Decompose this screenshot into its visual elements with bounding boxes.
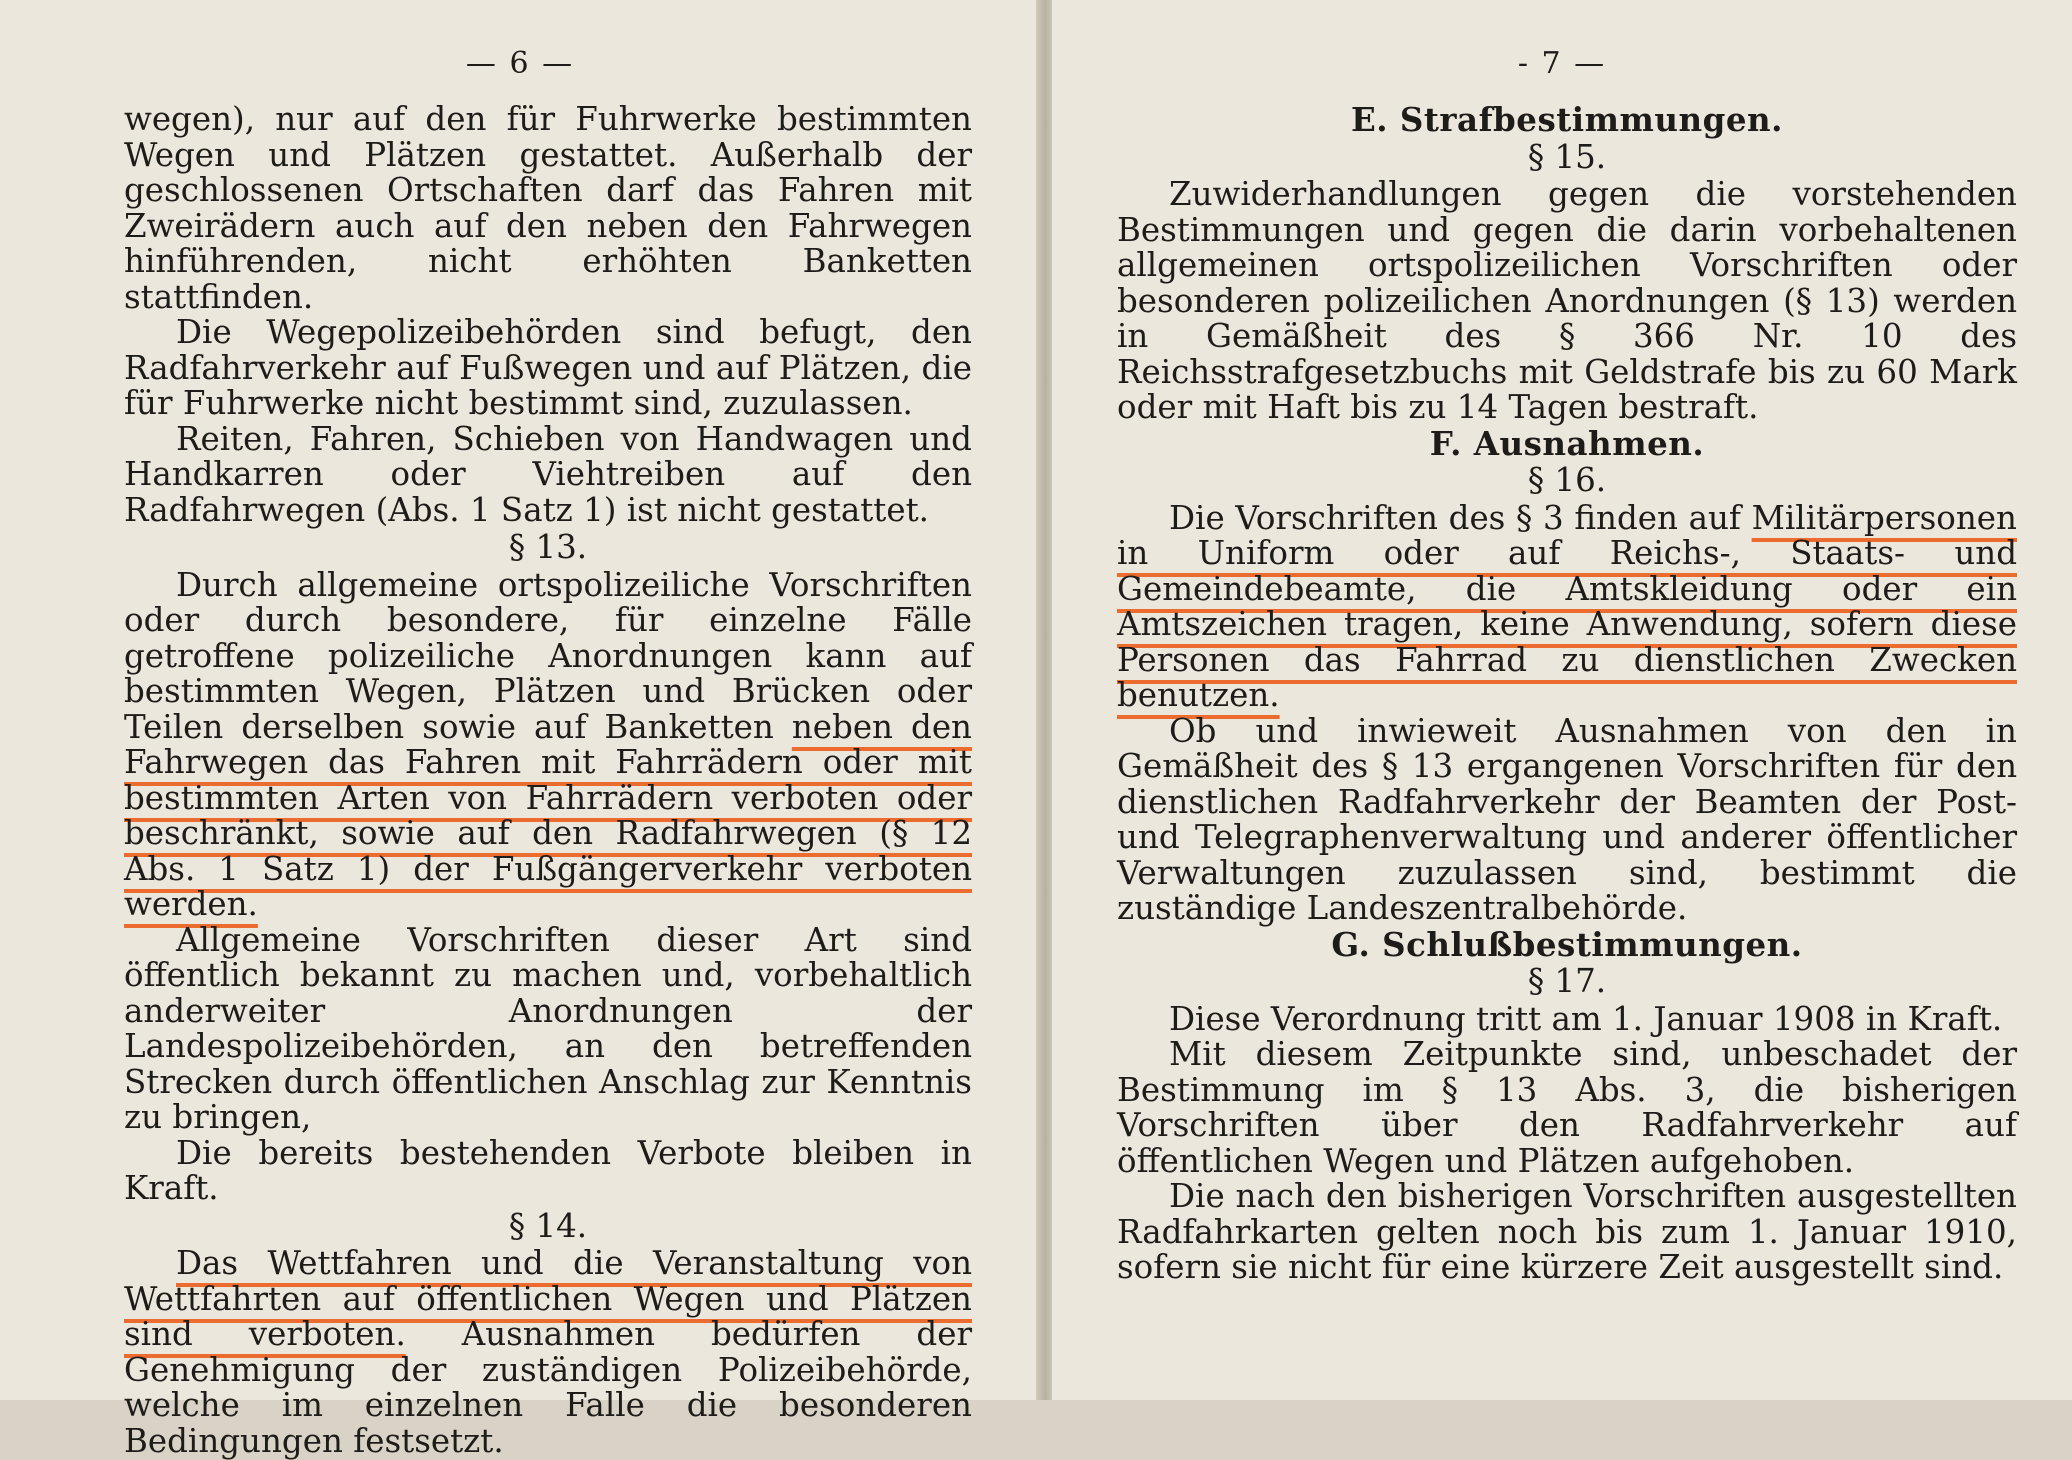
page-number-left: — 6 — <box>465 46 575 81</box>
section-13-paragraph-2: Allgemeine Vorschriften dieser Art sind öffentlich bekannt zu machen und, vorbehaltlich anderweiter Anordnungen der Landespolizeibehörden, an den betreffenden Strecken durch öffentlichen Anschlag zur Kenntnis zu bringen, <box>124 920 972 1136</box>
heading-schlussbestimmungen: G. Schlußbestimmungen. <box>1331 924 1803 964</box>
section-15-title: § 15. <box>1527 137 1607 176</box>
highlighted-passage-16: Militärpersonen in Uniform oder auf Reichs-, Staats- und Gemeindebeamte, die Amtskleidung oder ein Amtszeichen tragen, keine Anwendung, sofern diese Personen das Fahrrad zu dienstlichen Zwecken benutzen. <box>1117 498 2017 714</box>
section-16-plain-text: Die Vorschriften des § 3 finden auf <box>1169 498 1741 537</box>
section-14-paragraph <box>124 1246 972 1459</box>
highlighted-passage-13: neben den Fahrwegen das Fahren mit Fahrrädern oder mit bestimmten Arten von Fahrrädern verboten oder beschränkt, sowie auf den Radfahrwegen (§ 12 Abs. 1 Satz 1) der Fußgängerverkehr verboten werden. <box>124 707 972 923</box>
section-13-paragraph-1 <box>124 565 972 923</box>
section-16-title: § 16. <box>1527 461 1607 499</box>
section-13-plain-text: Durch allgemeine ortspolizeiliche Vorschriften oder durch besondere, für einzelne Fälle getroffene polizeiliche Anordnungen kann auf bestimmten Wegen, Plätzen und Brücken oder Teilen derselben sowie auf Banketten <box>124 565 972 746</box>
section-16-paragraph-1 <box>1117 498 2017 714</box>
section-15-paragraph: Zuwiderhandlungen gegen die vorstehenden Bestimmungen und gegen die darin vorbehaltenen allgemeinen ortspolizeilichen Vorschriften oder besonderen polizeilichen Anordnungen (§ 13) werden in Gemäßheit des § 366 Nr. 10 des Reichsstrafgesetzbuchs mit Geldstrafe bis zu 60 Mark oder mit Haft bis zu 14 Tagen bestraft. <box>1117 175 2017 426</box>
section-14-title: § 14. <box>508 1206 588 1245</box>
left-text-column <box>124 102 972 1459</box>
section-17-paragraph-1: Diese Verordnung tritt am 1. Januar 1908 in Kraft. <box>1169 999 2003 1038</box>
paragraph-continuation: wegen), nur auf den für Fuhrwerke bestimmten Wegen und Plätzen gestattet. Außerhalb der geschlossenen Ortschaften darf das Fahren mit Zweirädern auch auf den neben den Fahrwegen hinführenden, nicht erhöhten Banketten stattfinden. <box>124 100 972 316</box>
heading-ausnahmen: F. Ausnahmen. <box>1429 423 1705 463</box>
page-number-right: - 7 — <box>1517 46 1607 81</box>
section-17-paragraph-2: Mit diesem Zeitpunkte sind, unbeschadet der Bestimmung im § 13 Abs. 3, die bisherigen Vorschriften über den Radfahrverkehr auf öffentlichen Wegen und Plätzen aufgehoben. <box>1117 1035 2017 1180</box>
section-13-title: § 13. <box>508 528 588 566</box>
right-text-column <box>1117 102 2017 1286</box>
section-14-plain-text: Ausnahmen bedürfen der Genehmigung der zuständigen Polizeibehörde, welche im einzelnen Falle die besonderen Bedingungen festsetzt. <box>124 1315 973 1460</box>
section-16-paragraph-2: Ob und inwieweit Ausnahmen von den in Gemäßheit des § 13 ergangenen Vorschriften für den dienstlichen Radfahrverkehr der Beamten der Post- und Telegraphenverwaltung und anderer öffentlicher Verwaltungen zuzulassen sind, bestimmt die zuständige Landeszentralbehörde. <box>1117 711 2017 927</box>
section-17-paragraph-3: Die nach den bisherigen Vorschriften ausgestellten Radfahrkarten gelten noch bis zum 1. Januar 1910, sofern sie nicht für eine kürzere Zeit ausgestellt sind. <box>1117 1177 2017 1286</box>
section-13-paragraph-3: Die bereits bestehenden Verbote bleiben in Kraft. <box>124 1133 972 1207</box>
section-17-title: § 17. <box>1527 962 1607 1000</box>
paragraph-reiten: Reiten, Fahren, Schieben von Handwagen und Handkarren oder Viehtreiben auf den Radfahrwegen (Abs. 1 Satz 1) ist nicht gestattet. <box>124 419 972 529</box>
paragraph-wegepolizei: Die Wegepolizeibehörden sind befugt, den Radfahrverkehr auf Fußwegen und auf Plätzen, die für Fuhrwerke nicht bestimmt sind, zuzulassen. <box>124 313 972 422</box>
highlighted-passage-14: Das Wettfahren und die Veranstaltung von Wettfahrten auf öffentlichen Wegen und Plätzen sind verboten. <box>124 1244 972 1353</box>
right-page <box>1052 0 2072 1400</box>
heading-strafbestimmungen: E. Strafbestimmungen. <box>1351 100 1783 139</box>
